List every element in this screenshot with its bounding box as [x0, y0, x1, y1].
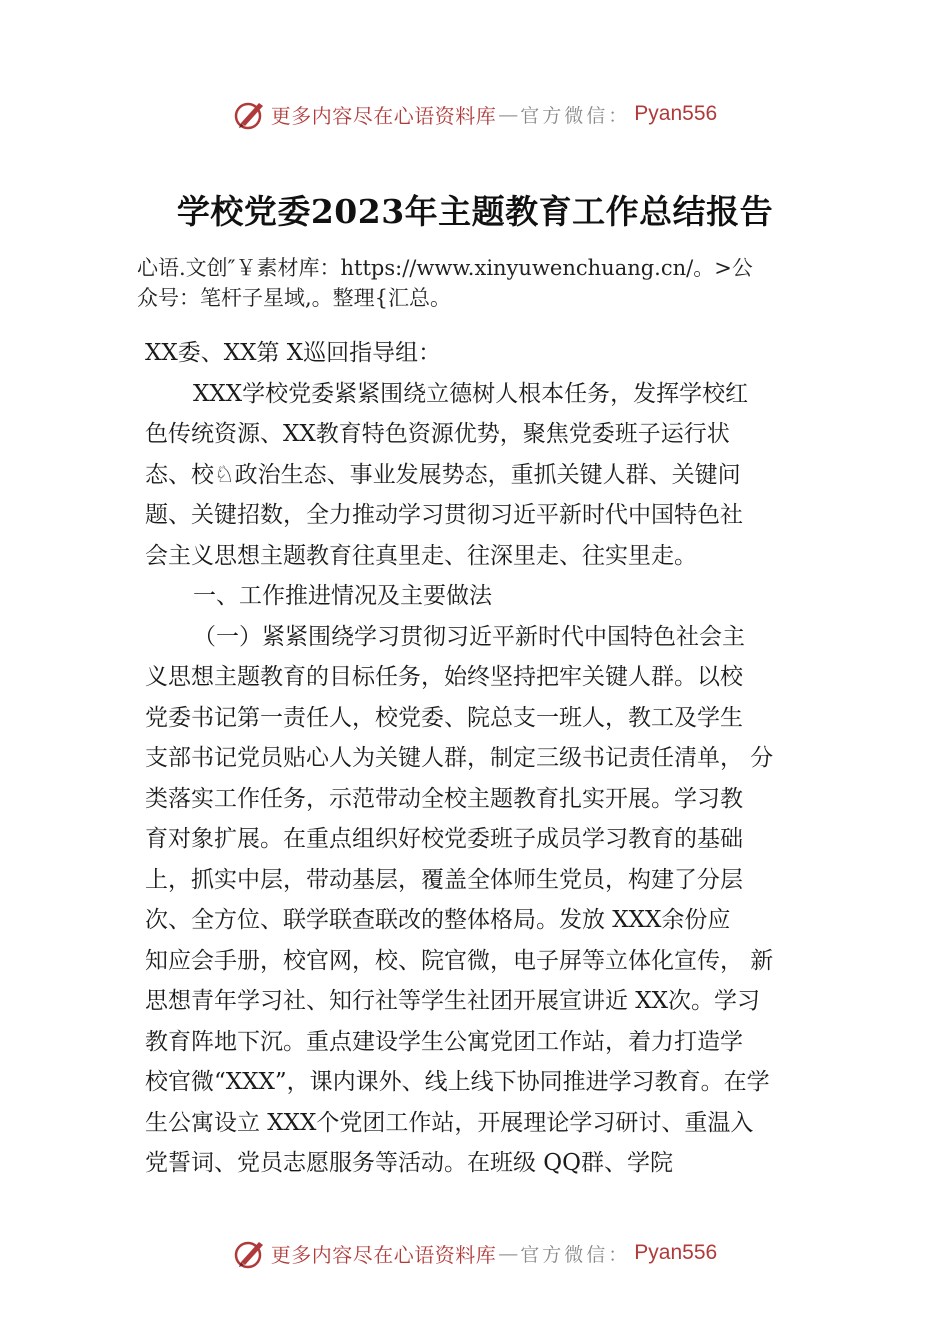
paragraph-line: 支部书记党员贴心人为关键人群，制定三级书记责任清单， 分 — [145, 745, 774, 771]
banner-text: 更多内容尽在心语资料库 — [270, 1242, 497, 1267]
paragraph-line: （一）紧紧围绕学习贯彻习近平新时代中国特色社会主 — [193, 623, 745, 650]
footer-banner — [0, 1233, 950, 1273]
paragraph-line: XXX学校党委紧紧围绕立德树人根本任务，发挥学校红 — [193, 380, 749, 407]
banner-wechat-id: Pyan556 — [634, 102, 718, 125]
banner-wechat-label: 官方微信： — [520, 1243, 631, 1266]
banner-wechat-label: 官方微信： — [520, 104, 631, 127]
paragraph-line: 会主义思想主题教育往真里走、往深里走、往实里走。 — [145, 542, 697, 569]
source-note — [137, 253, 842, 313]
banner-text: 更多内容尽在心语资料库 — [270, 103, 497, 128]
section-heading: 一、工作推进情况及主要做法 — [193, 583, 492, 609]
paragraph-line: 色传统资源、XX教育特色资源优势，聚焦党委班子运行状 — [145, 421, 730, 447]
salutation: XX委、XX第 X巡回指导组： — [145, 340, 442, 366]
banner-dash: — — [498, 1241, 519, 1265]
paragraph-line: 次、全方位、联学联查联改的整体格局。发放 XXX余份应 — [145, 907, 731, 933]
banner-wechat-id: Pyan556 — [634, 1241, 718, 1264]
pen-circle-logo-icon — [233, 97, 267, 131]
paragraph-line: 类落实工作任务，示范带动全校主题教育扎实开展。学习教 — [145, 785, 743, 812]
banner-dash: — — [498, 102, 519, 126]
source-line: 心语.文创″￥素材库：https://www.xinyuwenchuang.cn/。>公 — [137, 256, 753, 280]
paragraph-line: 生公寓设立 XXX个党团工作站，开展理论学习研讨、重温入 — [145, 1109, 754, 1136]
paragraph-line: 党誓词、党员志愿服务等活动。在班级 QQ群、学院 — [145, 1150, 674, 1176]
paragraph-line: 思想青年学习社、知行社等学生社团开展宣讲近 XX次。学习 — [145, 988, 761, 1014]
paragraph-line: 育对象扩展。在重点组织好校党委班子成员学习教育的基础 — [145, 826, 743, 852]
document-body — [145, 333, 825, 1184]
paragraph-line: 题、关键招数，全力推动学习贯彻习近平新时代中国特色社 — [145, 502, 743, 528]
pen-circle-logo-icon — [233, 1236, 267, 1270]
paragraph-line: 知应会手册，校官网，校、院官微，电子屏等立体化宣传， 新 — [145, 947, 774, 974]
document-title: 学校党委2023年主题教育工作总结报告 — [176, 192, 774, 231]
paragraph-line: 上，抓实中层，带动基层，覆盖全体师生党员，构建了分层 — [145, 866, 743, 893]
paragraph-line: 教育阵地下沉。重点建设学生公寓党团工作站，着力打造学 — [145, 1028, 743, 1055]
paragraph-line: 态、校♘政治生态、事业发展势态，重抓关键人群、关键问 — [145, 461, 741, 488]
paragraph-line: 义思想主题教育的目标任务，始终坚持把牢关键人群。以校 — [145, 664, 743, 690]
header-banner — [0, 94, 950, 134]
source-line: 众号：笔杆子星域,。整理{汇总。 — [137, 286, 452, 310]
paragraph-line: 党委书记第一责任人，校党委、院总支一班人，教工及学生 — [145, 704, 743, 731]
paragraph-line: 校官微“XXX”，课内课外、线上线下协同推进学习教育。在学 — [145, 1069, 770, 1095]
